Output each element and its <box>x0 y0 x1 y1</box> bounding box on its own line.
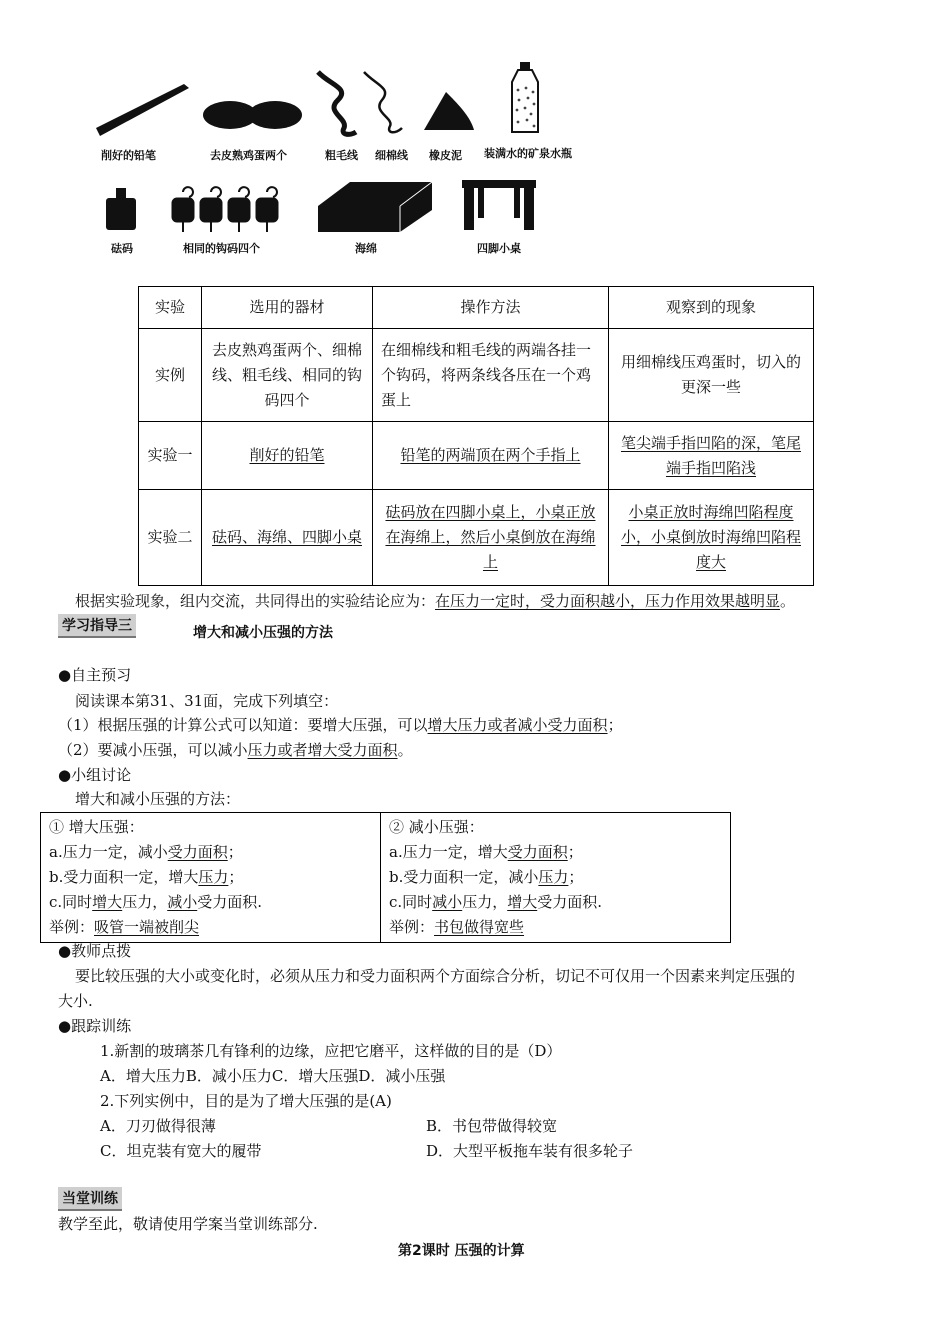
decrease-title: ② 减小压强： <box>389 818 484 836</box>
weight-image <box>106 188 136 230</box>
decrease-pressure-cell <box>381 813 731 943</box>
pencil-image <box>96 84 189 136</box>
q1-answer: 增大压力或者减小受力面积 <box>427 716 608 734</box>
small-table-image <box>462 180 536 230</box>
row-name: 实验二 <box>139 490 202 586</box>
equip-answer: 削好的铅笔 <box>249 446 325 464</box>
egg-image <box>248 101 302 129</box>
caption-sponge: 海绵 <box>355 242 377 255</box>
preview-intro: 阅读课本第31、31面，完成下列填空： <box>75 692 339 710</box>
equip-cell <box>202 490 373 586</box>
method-cell: 在细棉线和粗毛线的两端各挂一个钩码，将两条线各压在一个鸡蛋上 <box>373 329 609 422</box>
row-name: 实例 <box>139 329 202 422</box>
preview-q1 <box>58 714 623 735</box>
q1-prefix: （1）根据压强的计算公式可以知道：要增大压强，可以 <box>58 716 428 734</box>
q2-prefix: （2）要减小压强，可以减小 <box>58 741 248 759</box>
conclusion-answer: 在压力一定时，受力面积越小，压力作用效果越明显 <box>435 592 781 610</box>
decrease-example: 举例：书包做得宽些 <box>389 918 525 936</box>
caption-small-table: 四脚小桌 <box>477 242 521 255</box>
caption-pencil: 削好的铅笔 <box>101 149 156 162</box>
conclusion-line <box>75 590 795 611</box>
bottle-image <box>512 62 538 132</box>
increase-b: b.受力面积一定，增大压力； <box>49 868 244 886</box>
phenomenon-answer: 笔尖端手指凹陷的深，笔尾端手指凹陷浅 <box>620 433 801 477</box>
q2-answer: 压力或者增大受力面积 <box>247 741 398 759</box>
caption-weight: 砝码 <box>111 242 133 255</box>
classroom-text: 教学至此，敬请使用学案当堂训练部分. <box>58 1215 318 1233</box>
guide3-tag: 学习指导三 <box>58 614 136 638</box>
question-1-options: A．增大压力B．减小压力C．增大压强D．减小压强 <box>100 1067 446 1085</box>
table-row <box>139 329 814 422</box>
phenomenon-cell <box>609 490 814 586</box>
guide3-title: 增大和减小压强的方法 <box>193 625 333 641</box>
increase-pressure-cell <box>41 813 381 943</box>
training-heading: ●跟踪训练 <box>58 1017 132 1035</box>
thick-yarn-image <box>318 72 356 134</box>
teacher-line1: 要比较压强的大小或变化时，必须从压力和受力面积两个方面综合分析，切记不可仅用一个因素来判定压强的 <box>75 967 796 985</box>
preview-heading: ●自主预习 <box>58 666 132 684</box>
increase-a: a.压力一定，减小受力面积； <box>49 843 243 861</box>
table-row <box>139 422 814 490</box>
table-row <box>139 490 814 586</box>
method-answer: 铅笔的两端顶在两个手指上 <box>400 446 581 464</box>
question-2-option-a: A．刀刃做得很薄 <box>100 1117 216 1135</box>
equip-cell: 去皮熟鸡蛋两个、细棉线、粗毛线、相同的钩码四个 <box>202 329 373 422</box>
table-header-row <box>139 287 814 329</box>
equip-cell <box>202 422 373 490</box>
decrease-b: b.受力面积一定，减小压力； <box>389 868 584 886</box>
conclusion-prefix: 根据实验现象，组内交流，共同得出的实验结论应为： <box>75 592 436 610</box>
method-answer: 砝码放在四脚小桌上，小桌正放在海绵上，然后小桌倒放在海绵上 <box>385 503 596 571</box>
question-2-option-b: B．书包带做得较宽 <box>426 1117 558 1135</box>
header-cell: 观察到的现象 <box>609 287 814 329</box>
caption-bottle: 装满水的矿泉水瓶 <box>484 147 572 160</box>
caption-clay: 橡皮泥 <box>429 149 462 162</box>
preview-q2 <box>58 739 413 760</box>
increase-c: c.同时增大压力，减小受力面积. <box>49 893 262 911</box>
experiment-table <box>138 286 814 586</box>
increase-title: ① 增大压强： <box>49 818 144 836</box>
clay-image <box>424 92 474 130</box>
teacher-line2: 大小. <box>58 992 93 1010</box>
caption-eggs: 去皮熟鸡蛋两个 <box>210 149 287 162</box>
question-2-option-c: C．坦克装有宽大的履带 <box>100 1142 262 1160</box>
decrease-a: a.压力一定，增大受力面积； <box>389 843 583 861</box>
discussion-heading: ●小组讨论 <box>58 766 132 784</box>
question-1: 1.新割的玻璃茶几有锋利的边缘，应把它磨平，这样做的目的是（D） <box>100 1042 562 1060</box>
conclusion-suffix: 。 <box>780 592 796 610</box>
increase-example: 举例：吸管一端被削尖 <box>49 918 200 936</box>
q1-suffix: ； <box>607 716 623 734</box>
caption-hook-weights: 相同的钩码四个 <box>183 242 260 255</box>
method-cell <box>373 422 609 490</box>
thin-thread-image <box>364 72 402 132</box>
phenomenon-cell <box>609 422 814 490</box>
question-2: 2.下列实例中，目的是为了增大压强的是(A) <box>100 1092 392 1110</box>
teacher-heading: ●教师点拨 <box>58 942 132 960</box>
row-name: 实验一 <box>139 422 202 490</box>
header-cell: 操作方法 <box>373 287 609 329</box>
equip-answer: 砝码、海绵、四脚小桌 <box>211 528 362 546</box>
sponge-image <box>318 182 432 232</box>
q2-suffix: 。 <box>397 741 413 759</box>
hook-weights-image <box>172 187 278 232</box>
phenomenon-answer: 小桌正放时海绵凹陷程度小，小桌倒放时海绵凹陷程度大 <box>620 503 801 571</box>
method-cell <box>373 490 609 586</box>
discussion-intro: 增大和减小压强的方法： <box>75 790 241 808</box>
question-2-option-d: D．大型平板拖车装有很多轮子 <box>426 1142 634 1160</box>
next-lesson-title: 第2课时 压强的计算 <box>398 1243 525 1259</box>
method-compare-table <box>40 812 731 943</box>
phenomenon-cell: 用细棉线压鸡蛋时，切入的更深一些 <box>609 329 814 422</box>
header-cell: 选用的器材 <box>202 287 373 329</box>
header-cell: 实验 <box>139 287 202 329</box>
caption-thin-thread: 细棉线 <box>375 149 408 162</box>
caption-thick-yarn: 粗毛线 <box>325 149 358 162</box>
materials-drawing <box>0 0 950 270</box>
decrease-c: c.同时减小压力，增大受力面积. <box>389 893 602 911</box>
classroom-tag: 当堂训练 <box>58 1187 122 1211</box>
